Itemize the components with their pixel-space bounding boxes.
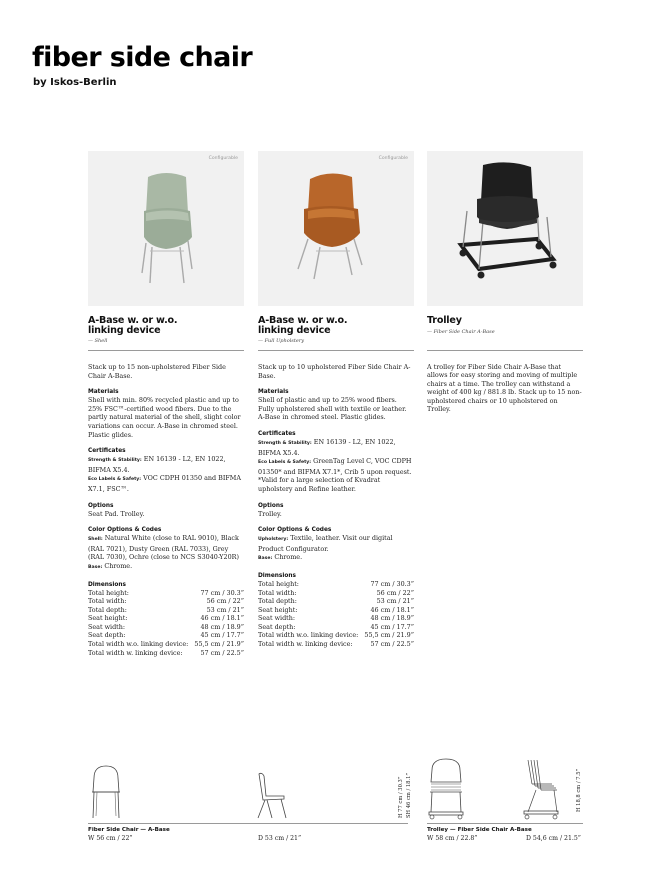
dimension-row: Total width w. linking device: 57 cm / 22.5” xyxy=(88,648,244,657)
dimension-row: Total width w.o. linking device: 55,5 cm / 21.9” xyxy=(258,631,414,640)
trolley-depth-label: D 54,6 cm / 21.5” xyxy=(526,835,581,842)
product-title: A-Base w. or w.o. linking device xyxy=(258,315,348,336)
options-heading: Options xyxy=(258,502,284,509)
chair-depth-label: D 53 cm / 21” xyxy=(258,835,302,842)
dimension-row: Total depth: 53 cm / 21” xyxy=(88,605,244,614)
trolley-front-drawing xyxy=(426,756,466,820)
product-image-shell-chair xyxy=(88,151,244,306)
product-subtitle: — Fiber Side Chair A-Base xyxy=(427,328,495,335)
dimension-row: Total width w.o. linking device: 55,5 cm / 21.9” xyxy=(88,640,244,649)
materials-heading: Materials xyxy=(88,389,119,396)
dimension-row: Seat height: 46 cm / 18.1” xyxy=(258,605,414,614)
trolley-illustration xyxy=(427,151,583,306)
product-title: A-Base w. or w.o. linking device xyxy=(88,315,178,336)
chair-side-drawing xyxy=(254,770,288,820)
certificate-strength: Strength & Stability: EN 16139 - L2, EN 1022, BIFMA X5.4. xyxy=(258,437,396,457)
certificate-strength: Strength & Stability: EN 16139 - L2, EN 1022, BIFMA X5.4. xyxy=(88,455,226,474)
certificate-eco: Eco Labels & Safety: GreenTag Level C, VOC CDPH 01350* and BIFMA X7.1*, Crib 5 upon request. *Valid for a large selection of Kvadrat upholstery and Refine leather. xyxy=(258,457,412,493)
product-column-trolley xyxy=(427,151,583,414)
product-subtitle: — Full Upholstery xyxy=(258,338,305,344)
dimension-row: Total height: 77 cm / 30.3” xyxy=(258,579,414,588)
dimensions-list xyxy=(88,589,244,658)
chair-width-label: W 56 cm / 22” xyxy=(88,835,133,842)
materials-heading: Materials xyxy=(258,389,289,396)
dimension-row: Total depth: 53 cm / 21” xyxy=(258,597,414,606)
color-heading: Color Options & Codes xyxy=(258,527,332,534)
chair-height-label: H 77 cm / 30.3” xyxy=(398,776,404,818)
intro-text: Stack up to 10 upholstered Fiber Side Chair A-Base. xyxy=(258,363,411,380)
dimension-row: Seat depth: 45 cm / 17.7” xyxy=(88,631,244,640)
dimension-row: Seat width: 48 cm / 18.9” xyxy=(258,614,414,623)
color-upholstery: Upholstery: Textile, leather. Visit our digital Product Configurator. xyxy=(258,534,393,553)
color-base: Base: Chrome. xyxy=(88,561,133,570)
dimension-row: Total width: 56 cm / 22” xyxy=(88,597,244,606)
drawing-divider xyxy=(427,823,583,824)
color-shell: Shell: Natural White (close to RAL 9010), Black (RAL 7021), Dusty Green (RAL 7033), Grey (RAL 7030), Ochre (close to NCS S3040-Y20R) xyxy=(88,534,239,562)
certificate-eco: Eco Labels & Safety: VOC CDPH 01350 and BIFMA X7.1, FSC™. xyxy=(88,474,241,493)
dimensions-list xyxy=(258,580,414,649)
green-chair-illustration xyxy=(88,151,244,306)
chair-drawing-caption: Fiber Side Chair — A-Base xyxy=(88,827,170,833)
certificates-heading: Certificates xyxy=(88,448,126,455)
dimension-row: Seat depth: 45 cm / 17.7” xyxy=(258,622,414,631)
intro-text: Stack up to 15 non-upholstered Fiber Side Chair A-Base. xyxy=(88,363,226,380)
dimension-row: Total width: 56 cm / 22” xyxy=(258,588,414,597)
chair-seat-height-label: SH 46 cm / 18.1” xyxy=(406,772,412,818)
options-text: Trolley. xyxy=(258,509,282,518)
intro-text: A trolley for Fiber Side Chair A-Base that allows for easy storing and moving of multiple chairs at a time. The trolley can withstand a weight of 400 kg / 881.8 lb. Stack up to 15 non-upholstered chairs or 10 upholstered on Trolley. xyxy=(427,362,582,414)
leather-chair-illustration xyxy=(258,151,414,306)
divider xyxy=(427,350,583,351)
trolley-width-label: W 58 cm / 22.8” xyxy=(427,835,478,842)
brand-subtitle: by Iskos-Berlin xyxy=(33,77,117,88)
product-subtitle: — Shell xyxy=(88,338,108,344)
dimension-row: Seat width: 48 cm / 18.9” xyxy=(88,622,244,631)
page-title: fiber side chair xyxy=(32,42,253,73)
trolley-height-label: H 18,8 cm / 7.5” xyxy=(576,768,582,812)
trolley-side-drawing xyxy=(520,756,560,820)
drawing-divider xyxy=(88,823,408,824)
materials-text: Shell of plastic and up to 25% wood fibers. Fully upholstered shell with textile or leather. A-Base in chromed steel. Plastic glides. xyxy=(258,396,407,422)
materials-text: Shell with min. 80% recycled plastic and up to 25% FSC™-certified wood fibers. Due to the partly natural material of the shell, slight color variations can occur. A-Base in chromed steel. Plastic glides. xyxy=(88,396,241,439)
chair-front-drawing xyxy=(88,762,124,820)
options-heading: Options xyxy=(88,502,114,509)
trolley-drawing-caption: Trolley — Fiber Side Chair A-Base xyxy=(427,827,532,833)
configurable-tag: Configurable xyxy=(208,156,238,161)
options-text: Seat Pad. Trolley. xyxy=(88,509,145,518)
product-column-shell xyxy=(88,151,244,657)
divider xyxy=(88,350,244,351)
product-image-trolley xyxy=(427,151,583,306)
product-column-upholstery xyxy=(258,151,414,649)
certificates-heading: Certificates xyxy=(258,430,296,437)
dimensions-heading: Dimensions xyxy=(88,581,126,588)
product-title: Trolley xyxy=(427,315,462,326)
dimension-row: Total height: 77 cm / 30.3” xyxy=(88,588,244,597)
product-image-upholstered-chair xyxy=(258,151,414,306)
divider xyxy=(258,350,414,351)
color-base: Base: Chrome. xyxy=(258,553,303,562)
dimension-row: Total width w. linking device: 57 cm / 22.5” xyxy=(258,640,414,649)
configurable-tag: Configurable xyxy=(378,156,408,161)
dimensions-heading: Dimensions xyxy=(258,572,296,579)
color-heading: Color Options & Codes xyxy=(88,527,162,534)
dimension-row: Seat height: 46 cm / 18.1” xyxy=(88,614,244,623)
